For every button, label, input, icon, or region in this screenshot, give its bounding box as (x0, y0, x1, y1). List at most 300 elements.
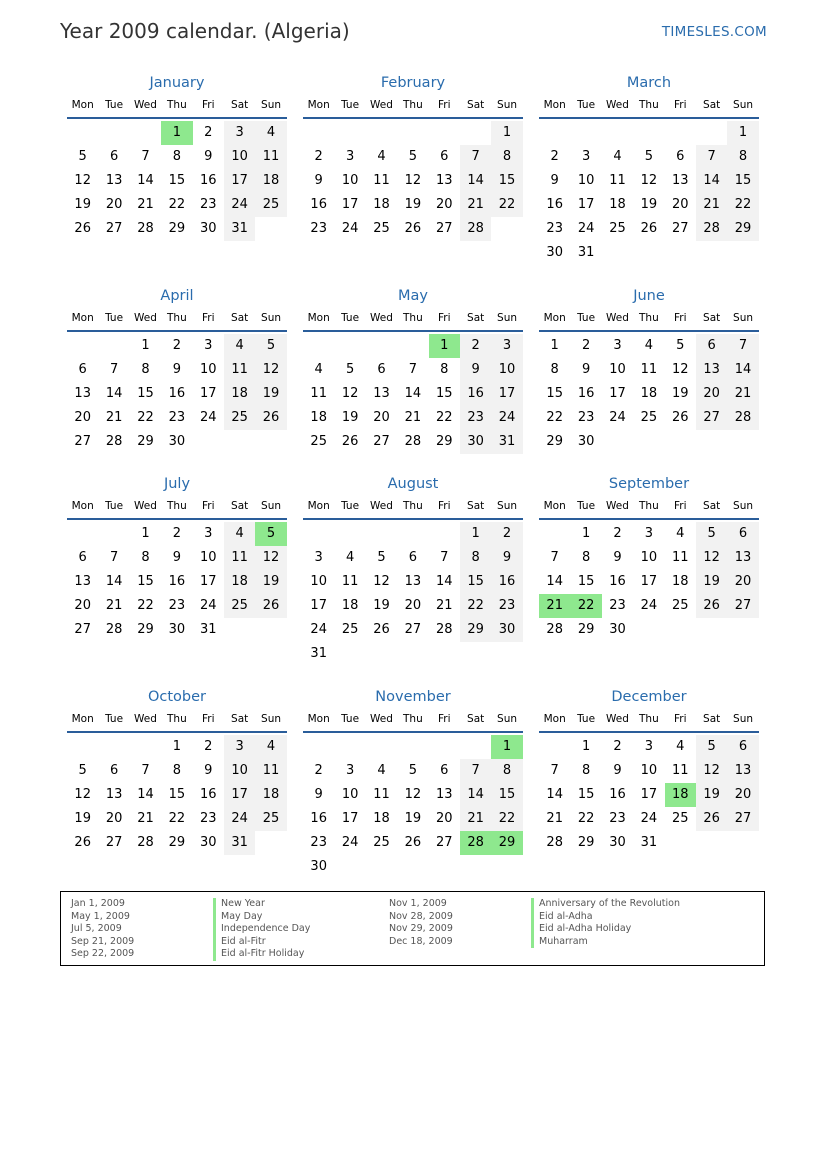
weekday-label: Wed (370, 312, 393, 324)
day-cell: 11 (373, 173, 390, 188)
day-cell: 21 (105, 598, 123, 613)
day-cell: 27 (373, 434, 390, 449)
holiday-date: Nov 29, 2009 (389, 923, 453, 934)
day-cell: 20 (435, 197, 453, 212)
day-cell: 26 (255, 406, 286, 430)
week-row (303, 546, 523, 570)
week-row (539, 121, 759, 145)
day-cell: 5 (345, 362, 355, 377)
day-cell: 19 (255, 382, 286, 406)
day-cell: 26 (74, 221, 91, 236)
day-cell: 20 (105, 811, 123, 826)
day-cell: 7 (141, 149, 150, 164)
weekday-label: Wed (134, 99, 157, 111)
week-row (303, 217, 523, 241)
weekday-label: Sat (703, 99, 721, 111)
day-cell: 25 (373, 221, 390, 236)
day-cell: 3 (345, 763, 355, 778)
empty-day-cell (727, 618, 758, 642)
empty-day-cell (460, 642, 491, 666)
day-cell: 19 (640, 197, 658, 212)
holiday-name: May Day (213, 911, 310, 924)
day-cell: 1 (141, 338, 150, 353)
month-january (67, 71, 287, 241)
day-cell: 11 (671, 763, 689, 778)
weekday-label: Fri (674, 500, 687, 512)
day-cell: 3 (644, 526, 653, 541)
day-cell: 23 (491, 594, 522, 618)
day-cell: 21 (539, 594, 570, 618)
day-cell: 16 (491, 570, 522, 594)
week-row (303, 169, 523, 193)
day-cell: 27 (105, 221, 123, 236)
day-cell: 13 (74, 574, 91, 589)
day-cell: 15 (727, 169, 758, 193)
holiday-date: May 1, 2009 (71, 910, 130, 922)
day-cell: 21 (546, 811, 563, 826)
holidays-legend (60, 891, 765, 966)
holiday-date: Dec 18, 2009 (389, 935, 453, 947)
empty-day-cell (602, 121, 633, 145)
day-cell: 22 (577, 811, 595, 826)
day-cell: 7 (727, 334, 758, 358)
day-cell: 17 (577, 197, 595, 212)
day-cell: 24 (640, 598, 658, 613)
weekday-header (539, 308, 759, 332)
week-row (303, 358, 523, 382)
holiday-name: New Year (213, 898, 310, 911)
day-cell: 6 (440, 763, 449, 778)
day-cell: 31 (310, 646, 327, 661)
day-cell: 22 (727, 193, 758, 217)
day-cell: 14 (435, 574, 453, 589)
weekday-label: Thu (167, 713, 187, 725)
weekday-label: Sun (733, 99, 754, 111)
month-august (303, 472, 523, 666)
weekday-label: Sat (467, 500, 485, 512)
week-row (303, 145, 523, 169)
day-cell: 19 (404, 811, 422, 826)
weekday-label: Wed (134, 312, 157, 324)
day-cell: 24 (640, 811, 658, 826)
day-cell: 4 (613, 149, 622, 164)
day-cell: 27 (74, 434, 91, 449)
day-cell: 7 (460, 145, 491, 169)
empty-day-cell (334, 735, 365, 759)
empty-day-cell (696, 831, 727, 855)
weekday-label: Mon (543, 99, 566, 111)
day-cell: 4 (224, 334, 255, 358)
day-cell: 9 (204, 763, 213, 778)
weekday-label: Tue (577, 312, 596, 324)
weekday-label: Mon (307, 99, 330, 111)
weekday-label: Sat (231, 713, 249, 725)
weekday-label: Mon (307, 500, 330, 512)
empty-day-cell (539, 522, 570, 546)
empty-day-cell (727, 430, 758, 454)
empty-day-cell (696, 241, 727, 265)
day-cell: 30 (168, 434, 186, 449)
day-cell: 29 (577, 622, 595, 637)
day-cell: 6 (78, 550, 87, 565)
day-cell: 13 (435, 173, 453, 188)
day-cell: 12 (696, 759, 727, 783)
weekday-label: Mon (307, 312, 330, 324)
day-cell: 9 (460, 358, 491, 382)
week-row (539, 334, 759, 358)
week-row (539, 522, 759, 546)
day-cell: 10 (224, 759, 255, 783)
empty-day-cell (633, 121, 664, 145)
day-cell: 28 (105, 622, 123, 637)
day-cell: 1 (172, 739, 181, 754)
day-cell: 8 (141, 362, 150, 377)
day-cell: 17 (491, 382, 522, 406)
day-cell: 1 (550, 338, 559, 353)
day-cell: 1 (161, 121, 192, 145)
holiday-name: Anniversary of the Revolution (531, 898, 680, 911)
weekday-label: Mon (71, 312, 94, 324)
month-title: October (147, 689, 207, 705)
day-cell: 15 (491, 169, 522, 193)
weekday-header (539, 709, 759, 733)
day-cell: 10 (609, 362, 626, 377)
weekday-label: Fri (202, 713, 215, 725)
empty-day-cell (303, 735, 334, 759)
day-cell: 14 (546, 574, 563, 589)
day-cell: 20 (435, 811, 453, 826)
day-cell: 28 (546, 622, 563, 637)
day-cell: 26 (671, 410, 689, 425)
holiday-dates-column-2 (389, 898, 453, 948)
weekday-label: Tue (341, 713, 360, 725)
weekday-label: Fri (438, 713, 451, 725)
day-cell: 18 (373, 811, 390, 826)
month-october (67, 685, 287, 855)
day-cell: 24 (310, 622, 327, 637)
empty-day-cell (366, 855, 397, 879)
weekday-label: Wed (134, 500, 157, 512)
day-cell: 27 (435, 835, 453, 850)
day-cell: 28 (696, 217, 727, 241)
day-cell: 6 (109, 149, 119, 164)
day-cell: 5 (696, 735, 727, 759)
week-row (303, 570, 523, 594)
day-cell: 22 (168, 811, 186, 826)
weekday-label: Sat (231, 500, 249, 512)
day-cell: 7 (109, 362, 119, 377)
weekday-label: Fri (202, 500, 215, 512)
day-cell: 3 (224, 735, 255, 759)
day-cell: 6 (377, 362, 386, 377)
day-cell: 24 (224, 193, 255, 217)
empty-day-cell (397, 735, 428, 759)
day-cell: 6 (696, 334, 727, 358)
day-cell: 25 (255, 193, 286, 217)
weekday-label: Sun (497, 99, 518, 111)
day-cell: 5 (78, 763, 87, 778)
day-cell: 26 (404, 835, 422, 850)
week-row (539, 241, 759, 265)
weekday-label: Tue (105, 500, 124, 512)
day-cell: 10 (640, 763, 658, 778)
day-cell: 28 (546, 835, 563, 850)
day-cell: 30 (199, 221, 217, 236)
day-cell: 25 (640, 410, 658, 425)
day-cell: 18 (341, 598, 359, 613)
empty-day-cell (727, 831, 758, 855)
day-cell: 28 (105, 434, 123, 449)
weekday-label: Thu (403, 99, 423, 111)
day-cell: 15 (435, 386, 453, 401)
day-cell: 30 (609, 622, 626, 637)
weekday-header (303, 496, 523, 520)
day-cell: 9 (314, 173, 323, 188)
empty-day-cell (98, 735, 129, 759)
day-cell: 23 (546, 221, 563, 236)
empty-day-cell (429, 855, 460, 879)
empty-day-cell (98, 334, 129, 358)
day-cell: 30 (199, 835, 217, 850)
weekday-label: Thu (403, 312, 423, 324)
day-cell: 20 (671, 197, 689, 212)
day-cell: 29 (168, 835, 186, 850)
weekday-label: Wed (606, 312, 629, 324)
day-cell: 6 (676, 149, 685, 164)
empty-day-cell (98, 522, 129, 546)
day-cell: 26 (341, 434, 359, 449)
day-cell: 10 (310, 574, 327, 589)
weekday-label: Thu (639, 312, 659, 324)
day-cell: 22 (435, 410, 453, 425)
day-cell: 3 (644, 739, 653, 754)
month-september (539, 472, 759, 642)
weekday-label: Fri (674, 99, 687, 111)
day-cell: 5 (696, 522, 727, 546)
empty-day-cell (334, 334, 365, 358)
empty-day-cell (303, 121, 334, 145)
holiday-dates-column-1 (71, 898, 134, 961)
day-cell: 8 (440, 362, 449, 377)
day-cell: 23 (310, 221, 327, 236)
empty-day-cell (460, 735, 491, 759)
week-row (67, 121, 287, 145)
day-cell: 26 (696, 807, 727, 831)
week-row (539, 430, 759, 454)
weekday-label: Sun (261, 99, 282, 111)
week-row (539, 382, 759, 406)
empty-day-cell (98, 121, 129, 145)
day-cell: 22 (570, 594, 601, 618)
day-cell: 17 (609, 386, 626, 401)
day-cell: 9 (314, 787, 323, 802)
day-cell: 5 (644, 149, 653, 164)
weekday-label: Wed (134, 713, 157, 725)
empty-day-cell (366, 642, 397, 666)
day-cell: 3 (204, 338, 213, 353)
day-cell: 17 (341, 197, 359, 212)
day-cell: 10 (199, 362, 217, 377)
day-cell: 19 (696, 783, 727, 807)
day-cell: 10 (341, 173, 359, 188)
day-cell: 23 (460, 406, 491, 430)
week-row (539, 831, 759, 855)
empty-day-cell (397, 334, 428, 358)
day-cell: 13 (435, 787, 453, 802)
week-row (303, 121, 523, 145)
day-cell: 5 (78, 149, 87, 164)
week-row (67, 831, 287, 855)
weekday-label: Tue (577, 500, 596, 512)
week-row (539, 594, 759, 618)
weekday-label: Sun (261, 500, 282, 512)
day-cell: 20 (727, 783, 758, 807)
empty-day-cell (491, 855, 522, 879)
weekday-label: Mon (543, 500, 566, 512)
day-cell: 19 (74, 197, 91, 212)
day-cell: 25 (255, 807, 286, 831)
day-cell: 4 (377, 763, 386, 778)
day-cell: 25 (310, 434, 327, 449)
empty-day-cell (255, 618, 286, 642)
month-title: April (160, 288, 194, 304)
day-cell: 3 (345, 149, 355, 164)
weekday-header (67, 709, 287, 733)
holiday-name: Independence Day (213, 923, 310, 936)
weekday-label: Wed (606, 500, 629, 512)
day-cell: 27 (671, 221, 689, 236)
day-cell: 28 (460, 831, 491, 855)
day-cell: 24 (341, 835, 359, 850)
week-row (539, 807, 759, 831)
day-cell: 23 (168, 410, 186, 425)
day-cell: 3 (204, 526, 213, 541)
day-cell: 29 (460, 618, 491, 642)
empty-day-cell (696, 430, 727, 454)
day-cell: 30 (460, 430, 491, 454)
weekday-label: Wed (370, 99, 393, 111)
weekday-label: Thu (639, 99, 659, 111)
day-cell: 10 (341, 787, 359, 802)
weekday-label: Fri (438, 99, 451, 111)
weekday-label: Sat (703, 500, 721, 512)
day-cell: 4 (255, 735, 286, 759)
day-cell: 25 (224, 406, 255, 430)
empty-day-cell (429, 642, 460, 666)
week-row (303, 855, 523, 879)
day-cell: 24 (341, 221, 359, 236)
day-cell: 31 (491, 430, 522, 454)
day-cell: 29 (137, 622, 154, 637)
day-cell: 1 (727, 121, 758, 145)
day-cell: 8 (727, 145, 758, 169)
day-cell: 23 (168, 598, 186, 613)
empty-day-cell (727, 241, 758, 265)
weekday-label: Sat (231, 99, 249, 111)
day-cell: 29 (727, 217, 758, 241)
week-row (67, 618, 287, 642)
day-cell: 14 (460, 169, 491, 193)
day-cell: 5 (676, 338, 685, 353)
day-cell: 8 (172, 763, 181, 778)
day-cell: 4 (377, 149, 386, 164)
weekday-label: Sun (497, 312, 518, 324)
weekday-label: Mon (307, 713, 330, 725)
day-cell: 14 (460, 783, 491, 807)
day-cell: 1 (581, 526, 591, 541)
weekday-label: Sun (261, 312, 282, 324)
empty-day-cell (460, 121, 491, 145)
day-cell: 26 (255, 594, 286, 618)
empty-day-cell (334, 522, 365, 546)
weekday-label: Mon (71, 500, 94, 512)
day-cell: 9 (613, 550, 622, 565)
day-cell: 8 (491, 759, 522, 783)
day-cell: 3 (581, 149, 591, 164)
day-cell: 8 (141, 550, 150, 565)
day-cell: 24 (199, 598, 217, 613)
day-cell: 29 (435, 434, 453, 449)
day-cell: 18 (310, 410, 327, 425)
empty-day-cell (67, 735, 98, 759)
day-cell: 6 (109, 763, 119, 778)
weekday-label: Wed (606, 713, 629, 725)
day-cell: 15 (168, 787, 186, 802)
week-row (67, 570, 287, 594)
day-cell: 11 (255, 145, 286, 169)
day-cell: 12 (404, 787, 422, 802)
day-cell: 4 (255, 121, 286, 145)
empty-day-cell (665, 831, 696, 855)
day-cell: 2 (314, 763, 323, 778)
week-row (67, 522, 287, 546)
day-cell: 16 (199, 173, 217, 188)
empty-day-cell (255, 430, 286, 454)
day-cell: 2 (613, 526, 622, 541)
day-cell: 22 (491, 807, 522, 831)
day-cell: 31 (199, 622, 217, 637)
brand-link[interactable]: TIMESLES.COM (661, 24, 767, 40)
day-cell: 2 (613, 739, 622, 754)
week-row (539, 217, 759, 241)
empty-day-cell (303, 522, 334, 546)
day-cell: 5 (408, 763, 417, 778)
day-cell: 21 (404, 410, 422, 425)
empty-day-cell (539, 735, 570, 759)
day-cell: 14 (546, 787, 563, 802)
day-cell: 19 (671, 386, 689, 401)
week-row (67, 217, 287, 241)
day-cell: 11 (609, 173, 626, 188)
month-title: May (398, 288, 428, 304)
day-cell: 12 (74, 173, 91, 188)
day-cell: 18 (255, 169, 286, 193)
day-cell: 23 (310, 835, 327, 850)
weekday-label: Mon (71, 713, 94, 725)
weekday-label: Sun (733, 500, 754, 512)
day-cell: 1 (491, 121, 522, 145)
day-cell: 28 (727, 406, 758, 430)
day-cell: 11 (671, 550, 689, 565)
weekday-label: Sun (497, 500, 518, 512)
weekday-label: Tue (341, 500, 360, 512)
empty-day-cell (460, 855, 491, 879)
day-cell: 3 (314, 550, 323, 565)
day-cell: 2 (204, 739, 213, 754)
weekday-label: Tue (341, 312, 360, 324)
week-row (303, 759, 523, 783)
week-row (303, 334, 523, 358)
